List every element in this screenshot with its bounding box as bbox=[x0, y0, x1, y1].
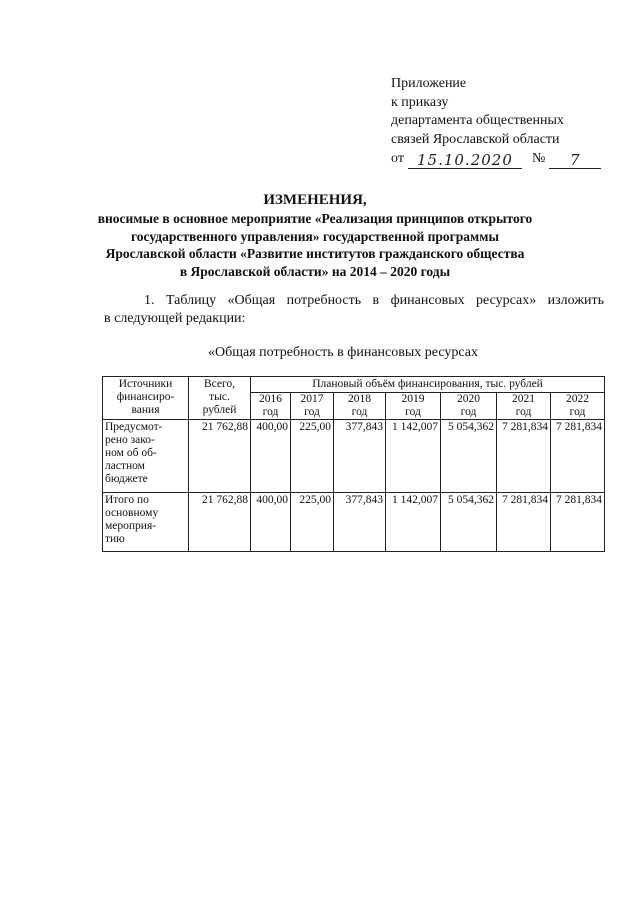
row-source-line: бюджете bbox=[105, 473, 148, 485]
header-year bbox=[334, 393, 386, 420]
header-year bbox=[251, 393, 291, 420]
row-source-line: рено зако- bbox=[105, 434, 155, 446]
table-row bbox=[103, 420, 605, 493]
title-main: ИЗМЕНЕНИЯ, bbox=[263, 192, 367, 208]
appendix-block bbox=[391, 75, 611, 169]
header-year-value: 2021 bbox=[512, 393, 535, 405]
table-row bbox=[103, 493, 605, 552]
table-header-row bbox=[103, 377, 605, 393]
header-total-line: Всего, bbox=[203, 378, 236, 390]
paragraph-line: в следующей редакции: bbox=[104, 311, 246, 326]
header-total-line: тыс. bbox=[209, 391, 230, 403]
appendix-line: связей Ярославской области bbox=[391, 131, 560, 147]
order-number-label: № bbox=[531, 151, 546, 166]
row-source bbox=[103, 493, 189, 552]
header-year-value: 2016 bbox=[259, 393, 282, 405]
row-value: 7 281,834 bbox=[551, 493, 605, 552]
document-title bbox=[90, 190, 540, 280]
body-paragraph bbox=[104, 292, 604, 328]
row-source-line: Предусмот- bbox=[105, 421, 163, 433]
row-value: 377,843 bbox=[334, 493, 386, 552]
header-year bbox=[551, 393, 605, 420]
row-source-line: мероприя- bbox=[105, 520, 157, 532]
header-year bbox=[497, 393, 551, 420]
financing-table bbox=[102, 376, 605, 552]
order-line bbox=[391, 150, 611, 169]
title-subline: вносимые в основное мероприятие «Реализация принципов открытого bbox=[97, 211, 533, 226]
row-source-line: основному bbox=[105, 507, 159, 519]
header-year-value: 2018 bbox=[348, 393, 371, 405]
header-source-line: финансиро- bbox=[116, 391, 175, 403]
order-date: 15.10.2020 bbox=[408, 152, 522, 169]
header-source bbox=[103, 377, 189, 420]
row-source-line: ластном bbox=[105, 460, 145, 472]
table-caption: «Общая потребность в финансовых ресурсах bbox=[208, 345, 478, 360]
row-value: 400,00 bbox=[251, 493, 291, 552]
row-source-line: ном об об- bbox=[105, 447, 157, 459]
row-value: 400,00 bbox=[251, 420, 291, 493]
header-year-unit: год bbox=[351, 406, 368, 418]
header-year-value: 2019 bbox=[401, 393, 425, 405]
row-value: 1 142,007 bbox=[386, 420, 441, 493]
title-subline: государственного управления» государственной программы bbox=[131, 228, 499, 244]
row-value: 1 142,007 bbox=[386, 493, 441, 552]
row-source-line: тию bbox=[105, 533, 125, 545]
appendix-line: к приказу bbox=[391, 94, 449, 110]
header-total bbox=[189, 377, 251, 420]
header-year-value: 2022 bbox=[566, 393, 590, 405]
order-number: 7 bbox=[549, 152, 601, 169]
row-total: 21 762,88 bbox=[189, 493, 251, 552]
row-source-line: Итого по bbox=[105, 494, 149, 506]
header-year-value: 2020 bbox=[457, 393, 480, 405]
header-year-unit: год bbox=[405, 406, 421, 418]
row-value: 225,00 bbox=[291, 420, 334, 493]
row-total: 21 762,88 bbox=[189, 420, 251, 493]
appendix-line: Приложение bbox=[391, 76, 467, 91]
paragraph-line: 1. Таблицу «Общая потребность в финансовых ресурсах» изложить bbox=[144, 293, 604, 308]
header-source-line: Источники bbox=[118, 378, 173, 390]
header-year-unit: год bbox=[515, 406, 532, 418]
row-value: 7 281,834 bbox=[497, 493, 551, 552]
header-total-line: рублей bbox=[202, 404, 237, 416]
row-value: 377,843 bbox=[334, 420, 386, 493]
header-year-unit: год bbox=[460, 406, 477, 418]
header-year bbox=[441, 393, 497, 420]
row-value: 7 281,834 bbox=[551, 420, 605, 493]
header-year bbox=[291, 393, 334, 420]
header-source-line: вания bbox=[131, 404, 160, 416]
header-year-unit: год bbox=[569, 406, 586, 418]
header-planned: Плановый объём финансирования, тыс. рублей bbox=[251, 377, 605, 393]
header-year bbox=[386, 393, 441, 420]
row-value: 5 054,362 bbox=[441, 420, 497, 493]
title-subline: в Ярославской области» на 2014 – 2020 годы bbox=[179, 263, 451, 279]
order-prefix: от bbox=[391, 151, 404, 166]
header-year-unit: год bbox=[304, 406, 320, 418]
row-value: 7 281,834 bbox=[497, 420, 551, 493]
header-year-value: 2017 bbox=[300, 393, 324, 405]
header-year-unit: год bbox=[262, 406, 279, 418]
appendix-line: департамента общественных bbox=[391, 113, 564, 128]
row-source bbox=[103, 420, 189, 493]
title-subline: Ярославской области «Развитие институтов гражданского общества bbox=[105, 246, 525, 261]
row-value: 225,00 bbox=[291, 493, 334, 552]
row-value: 5 054,362 bbox=[441, 493, 497, 552]
